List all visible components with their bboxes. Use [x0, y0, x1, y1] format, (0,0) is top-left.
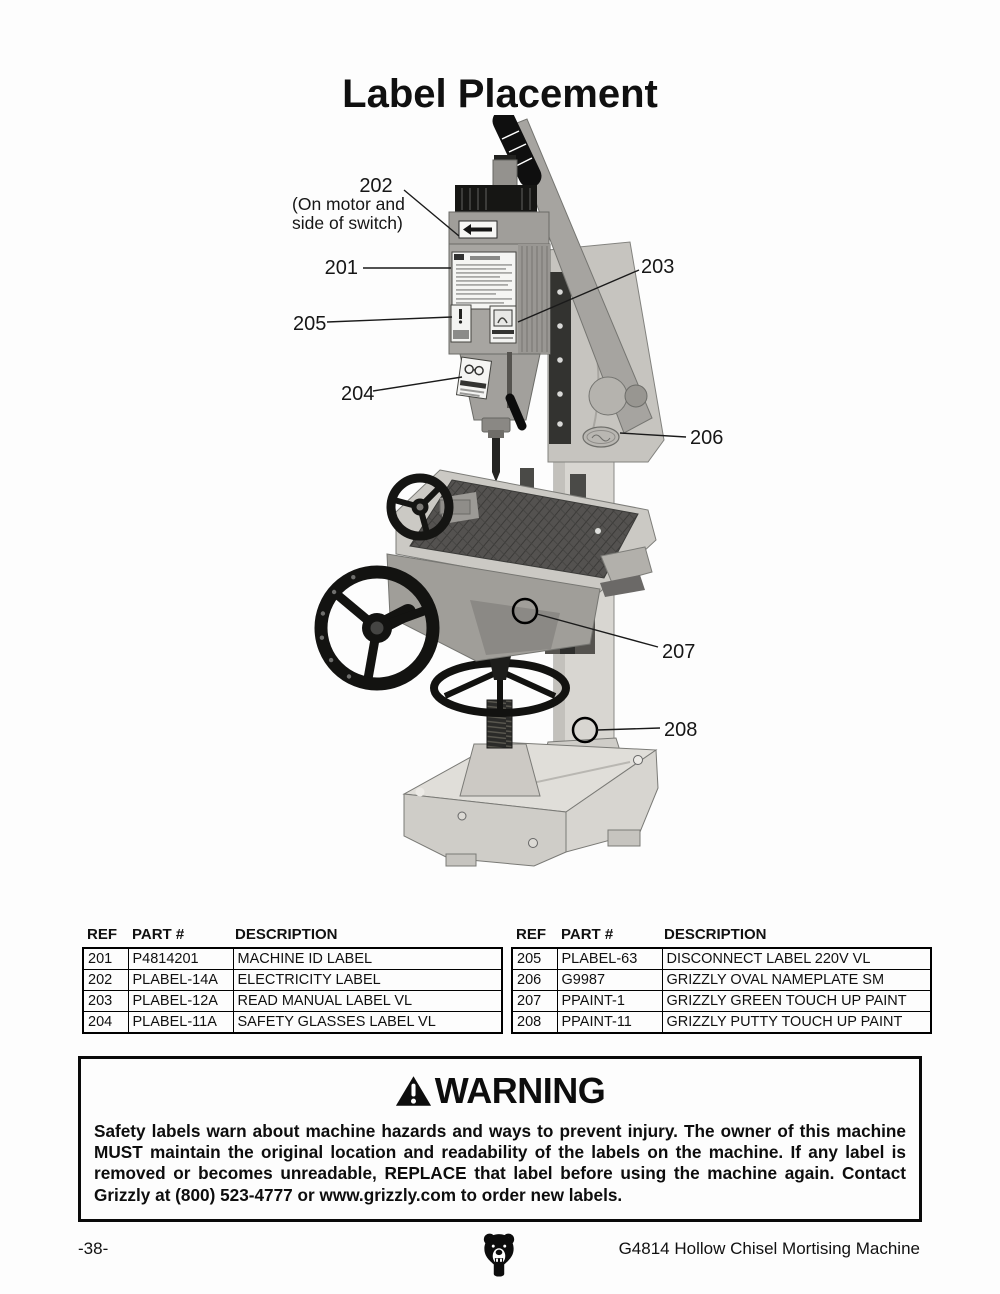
col-header-desc: DESCRIPTION [664, 926, 767, 943]
col-header-ref: REF [516, 926, 546, 943]
table-cell: P4814201 [128, 948, 233, 970]
warning-title-text: WARNING [434, 1070, 606, 1111]
parts-table-left [82, 926, 503, 1034]
leader-205 [327, 317, 452, 322]
parts-table-left-headers [82, 926, 503, 947]
callout-202-note-line2: side of switch) [292, 212, 403, 233]
table-cell: 203 [83, 991, 128, 1012]
table-cell: PLABEL-14A [128, 970, 233, 991]
table-cell: PLABEL-63 [557, 948, 662, 970]
col-header-desc: DESCRIPTION [235, 926, 338, 943]
table-cell: 205 [512, 948, 557, 970]
safety-glasses-label [457, 357, 492, 399]
table-cell: PLABEL-11A [128, 1012, 233, 1034]
oval-nameplate [583, 427, 619, 447]
table-row [512, 970, 931, 991]
table-row [512, 948, 931, 970]
table-cell: MACHINE ID LABEL [233, 948, 502, 970]
machine-id-label [452, 252, 516, 309]
table-row [83, 970, 502, 991]
callout-202-note-line1: (On motor and [292, 194, 405, 214]
callout-202-note [292, 195, 405, 232]
footer-model-text: G4814 Hollow Chisel Mortising Machine [618, 1239, 920, 1258]
table-row [83, 948, 502, 970]
read-manual-label [490, 306, 516, 343]
table-cell: PPAINT-11 [557, 1012, 662, 1034]
parts-table-right-headers [511, 926, 932, 947]
callout-204: 204 [341, 383, 375, 405]
table-cell: DISCONNECT LABEL 220V VL [662, 948, 931, 970]
table-cell: 206 [512, 970, 557, 991]
disconnect-label [451, 305, 471, 342]
table-cell: SAFETY GLASSES LABEL VL [233, 1012, 502, 1034]
table-cell: G9987 [557, 970, 662, 991]
table-cell: GRIZZLY PUTTY TOUCH UP PAINT [662, 1012, 931, 1034]
callout-208: 208 [664, 719, 698, 741]
parts-table-right-grid [511, 947, 932, 1034]
table-cell: 202 [83, 970, 128, 991]
callout-207: 207 [662, 641, 696, 663]
table-cell: PPAINT-1 [557, 991, 662, 1012]
warning-box [78, 1056, 922, 1222]
machine-illustration [250, 115, 730, 905]
parts-table-right [511, 926, 932, 1034]
table-row [83, 1012, 502, 1034]
callout-202: 202 [359, 175, 393, 197]
callout-203: 203 [641, 256, 675, 278]
table-cell: GRIZZLY GREEN TOUCH UP PAINT [662, 991, 931, 1012]
leader-204 [373, 377, 462, 391]
label-placement-diagram [250, 115, 730, 905]
table-cell: 208 [512, 1012, 557, 1034]
warning-title [81, 1070, 919, 1112]
table-cell: ELECTRICITY LABEL [233, 970, 502, 991]
table-row [512, 991, 931, 1012]
warning-triangle-icon [395, 1075, 432, 1107]
parts-table-left-grid [82, 947, 503, 1034]
callout-205: 205 [293, 313, 327, 335]
grizzly-bear-logo-icon [482, 1232, 516, 1278]
table-cell: PLABEL-12A [128, 991, 233, 1012]
table-row [512, 1012, 931, 1034]
col-header-part: PART # [132, 926, 185, 943]
col-header-part: PART # [561, 926, 614, 943]
table-cell: 204 [83, 1012, 128, 1034]
page-title: Label Placement [342, 72, 658, 116]
callout-206: 206 [690, 427, 724, 449]
table-cell: 201 [83, 948, 128, 970]
machine-base [404, 742, 658, 866]
callout-201: 201 [324, 257, 358, 279]
col-header-ref: REF [87, 926, 117, 943]
warning-body-text: Safety labels warn about machine hazards and ways to prevent injury. The owner of this machine MUST maintain the original location and readability of the labels on the machine. If any label is removed or becomes unreadable, REPLACE that label before using the machine again. Contact Grizzly at (800) 523-4777 or www.grizzly.com to order new labels. [94, 1121, 906, 1205]
table-cell: 207 [512, 991, 557, 1012]
page-number: -38- [78, 1239, 109, 1258]
table-cell: READ MANUAL LABEL VL [233, 991, 502, 1012]
table-row [83, 991, 502, 1012]
table-cell: GRIZZLY OVAL NAMEPLATE SM [662, 970, 931, 991]
